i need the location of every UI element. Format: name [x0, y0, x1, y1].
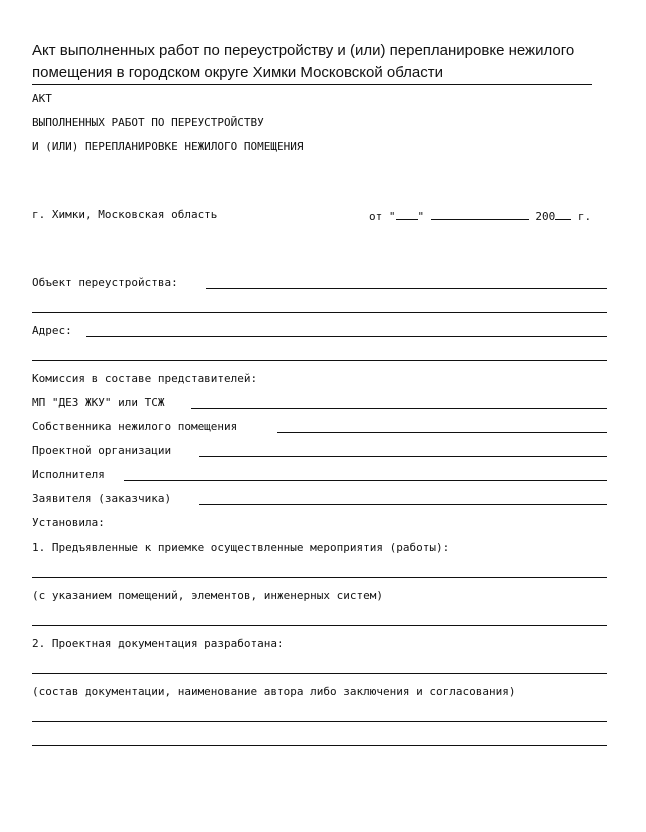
- item1-blank[interactable]: [32, 577, 607, 578]
- title-line-1: Акт выполненных работ по переустройству и (или) перепланировке нежилого: [32, 42, 575, 59]
- contractor-blank[interactable]: [124, 480, 607, 481]
- contractor-label: Исполнителя: [32, 468, 105, 481]
- design-org-blank[interactable]: [199, 456, 607, 457]
- item2-blank-3[interactable]: [32, 745, 607, 746]
- document-title: [32, 40, 602, 85]
- object-blank-2[interactable]: [32, 312, 607, 313]
- owner-label: Собственника нежилого помещения: [32, 420, 238, 433]
- address-label: Адрес:: [32, 324, 72, 337]
- item2-blank[interactable]: [32, 673, 607, 674]
- date-year-prefix: 200: [535, 210, 556, 223]
- item2-note: (состав документации, наименование автора либо заключения и согласования): [32, 685, 516, 698]
- date-quote-close: ": [417, 210, 425, 223]
- place-label: г. Химки, Московская область: [32, 208, 218, 221]
- owner-blank[interactable]: [277, 432, 607, 433]
- item2-label: 2. Проектная документация разработана:: [32, 637, 284, 650]
- heading-line-3: И (ИЛИ) ПЕРЕПЛАНИРОВКЕ НЕЖИЛОГО ПОМЕЩЕНИЯ: [32, 140, 304, 153]
- dez-blank[interactable]: [191, 408, 607, 409]
- date-day-blank[interactable]: [396, 208, 418, 220]
- date-year-blank[interactable]: [555, 208, 571, 220]
- date-year-suffix: г.: [577, 210, 592, 223]
- object-label: Объект переустройства:: [32, 276, 178, 289]
- established-label: Установила:: [32, 516, 105, 529]
- object-blank[interactable]: [206, 288, 607, 289]
- title-line-2: помещения в городском округе Химки Московской области: [32, 62, 592, 85]
- applicant-label: Заявителя (заказчика): [32, 492, 172, 505]
- address-blank-2[interactable]: [32, 360, 607, 361]
- item1-label: 1. Предъявленные к приемке осуществленные мероприятия (работы):: [32, 541, 450, 554]
- date-month-blank[interactable]: [431, 208, 529, 220]
- applicant-blank[interactable]: [199, 504, 607, 505]
- commission-label: Комиссия в составе представителей:: [32, 372, 258, 385]
- item1-note: (с указанием помещений, элементов, инженерных систем): [32, 589, 383, 602]
- heading-act: АКТ: [32, 92, 52, 105]
- address-blank[interactable]: [86, 336, 607, 337]
- date-line: [369, 208, 591, 224]
- item1-blank-2[interactable]: [32, 625, 607, 626]
- date-from-label: от ": [369, 210, 396, 223]
- dez-label: МП "ДЕЗ ЖКУ" или ТСЖ: [32, 396, 165, 409]
- item2-blank-2[interactable]: [32, 721, 607, 722]
- heading-line-2: ВЫПОЛНЕННЫХ РАБОТ ПО ПЕРЕУСТРОЙСТВУ: [32, 116, 264, 129]
- design-org-label: Проектной организации: [32, 444, 172, 457]
